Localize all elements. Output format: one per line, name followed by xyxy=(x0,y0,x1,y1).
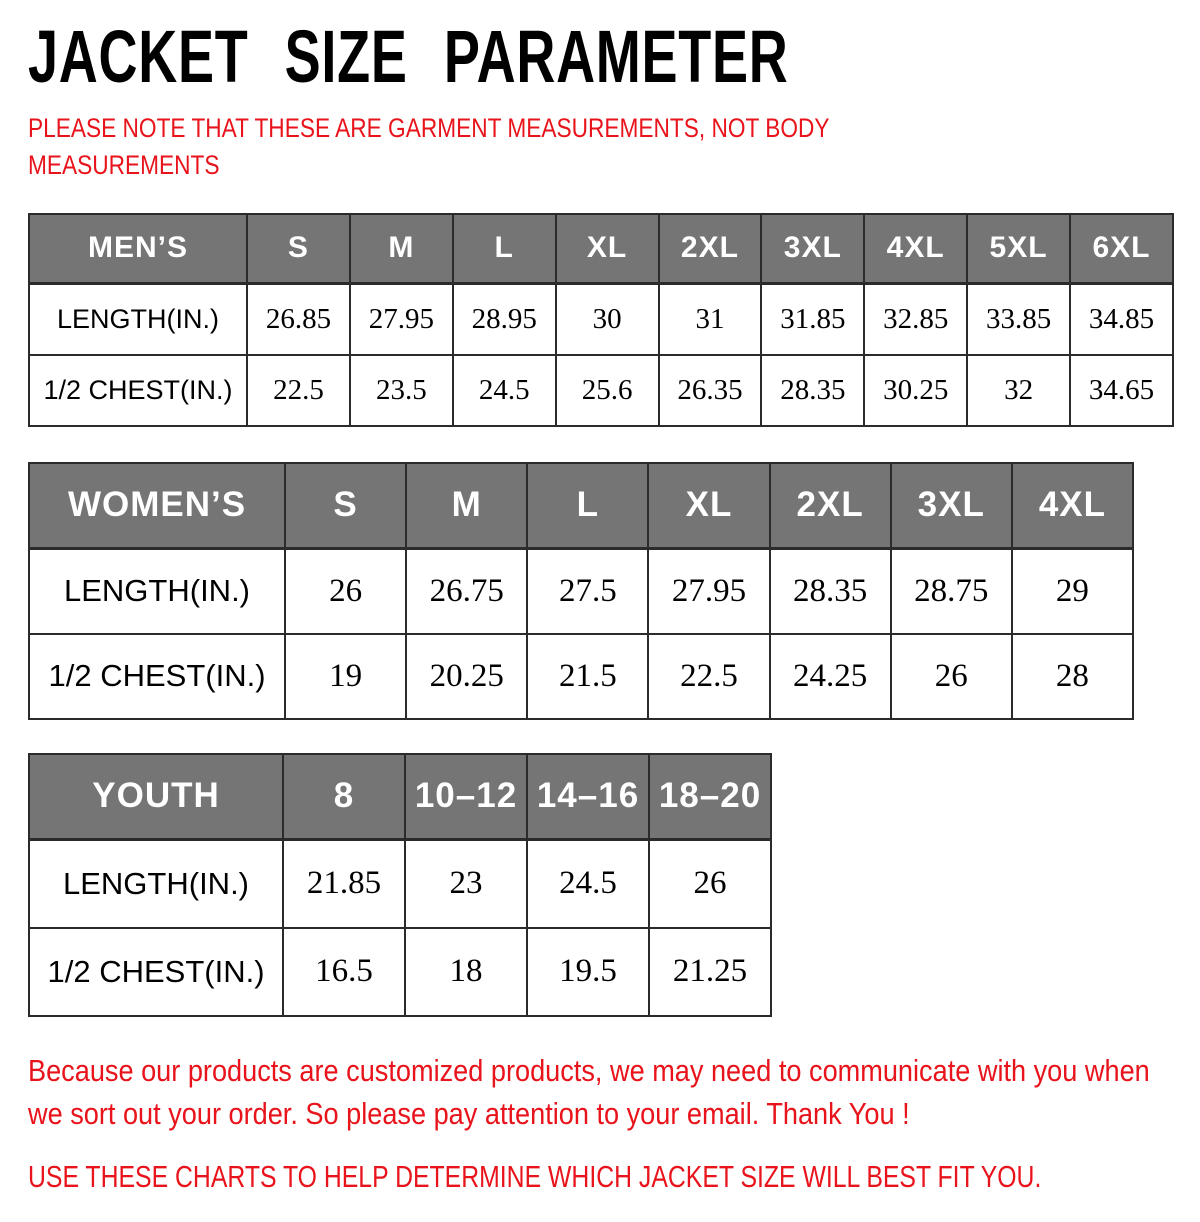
value-cell: 28.95 xyxy=(453,284,556,355)
value-cell: 16.5 xyxy=(283,928,405,1016)
value-cell: 28.75 xyxy=(891,549,1012,634)
value-cell: 21.5 xyxy=(527,634,648,719)
header-row xyxy=(29,463,1133,549)
value-cell: 34.65 xyxy=(1070,355,1173,426)
size-header-cell: L xyxy=(453,214,556,284)
size-header-cell: 2XL xyxy=(770,463,891,549)
page-title: JACKET SIZE PARAMETER xyxy=(28,15,789,98)
row-label-cell: LENGTH(IN.) xyxy=(29,284,247,355)
header-row xyxy=(29,754,771,840)
value-cell: 30.25 xyxy=(864,355,967,426)
value-cell: 27.95 xyxy=(350,284,453,355)
size-header-cell: 3XL xyxy=(891,463,1012,549)
value-cell: 29 xyxy=(1012,549,1133,634)
size-header-cell: 4XL xyxy=(1012,463,1133,549)
value-cell: 19.5 xyxy=(527,928,649,1016)
value-cell: 23 xyxy=(405,840,527,928)
size-header-cell: 14–16 xyxy=(527,754,649,840)
value-cell: 21.25 xyxy=(649,928,771,1016)
row-label-cell: LENGTH(IN.) xyxy=(29,840,283,928)
value-cell: 26.75 xyxy=(406,549,527,634)
value-cell: 24.25 xyxy=(770,634,891,719)
value-cell: 27.5 xyxy=(527,549,648,634)
size-chart-page xyxy=(28,15,1190,1195)
value-cell: 31 xyxy=(659,284,762,355)
size-header-cell: 5XL xyxy=(967,214,1070,284)
table-title-cell: MEN’S xyxy=(29,214,247,284)
table-row xyxy=(29,928,771,1016)
value-cell: 25.6 xyxy=(556,355,659,426)
mens-size-table xyxy=(28,213,1174,427)
table-row xyxy=(29,840,771,928)
value-cell: 32 xyxy=(967,355,1070,426)
size-header-cell: M xyxy=(350,214,453,284)
row-label-cell: 1/2 CHEST(IN.) xyxy=(29,634,285,719)
size-header-cell: S xyxy=(247,214,350,284)
size-header-cell: 10–12 xyxy=(405,754,527,840)
value-cell: 28 xyxy=(1012,634,1133,719)
table-row xyxy=(29,634,1133,719)
value-cell: 31.85 xyxy=(761,284,864,355)
header-row xyxy=(29,214,1173,284)
youth-size-table xyxy=(28,753,772,1017)
table-title-cell: WOMEN’S xyxy=(29,463,285,549)
value-cell: 34.85 xyxy=(1070,284,1173,355)
row-label-cell: 1/2 CHEST(IN.) xyxy=(29,355,247,426)
size-header-cell: 4XL xyxy=(864,214,967,284)
size-header-cell: M xyxy=(406,463,527,549)
value-cell: 18 xyxy=(405,928,527,1016)
value-cell: 32.85 xyxy=(864,284,967,355)
value-cell: 27.95 xyxy=(648,549,769,634)
value-cell: 22.5 xyxy=(648,634,769,719)
row-label-cell: LENGTH(IN.) xyxy=(29,549,285,634)
table-row xyxy=(29,549,1133,634)
value-cell: 26 xyxy=(649,840,771,928)
row-label-cell: 1/2 CHEST(IN.) xyxy=(29,928,283,1016)
table-title-cell: YOUTH xyxy=(29,754,283,840)
value-cell: 30 xyxy=(556,284,659,355)
size-header-cell: 8 xyxy=(283,754,405,840)
value-cell: 21.85 xyxy=(283,840,405,928)
table-row xyxy=(29,284,1173,355)
value-cell: 26.35 xyxy=(659,355,762,426)
value-cell: 20.25 xyxy=(406,634,527,719)
value-cell: 24.5 xyxy=(527,840,649,928)
value-cell: 24.5 xyxy=(453,355,556,426)
size-header-cell: 18–20 xyxy=(649,754,771,840)
value-cell: 26 xyxy=(891,634,1012,719)
footer-paragraph: Because our products are customized products, we may need to communicate with you when we sort out your order. So please pay attention to your email. Thank You ! xyxy=(28,1052,1150,1131)
value-cell: 26.85 xyxy=(247,284,350,355)
value-cell: 22.5 xyxy=(247,355,350,426)
table-row xyxy=(29,355,1173,426)
size-header-cell: XL xyxy=(556,214,659,284)
value-cell: 33.85 xyxy=(967,284,1070,355)
value-cell: 19 xyxy=(285,634,406,719)
footer-closing: USE THESE CHARTS TO HELP DETERMINE WHICH JACKET SIZE WILL BEST FIT YOU. xyxy=(28,1159,1042,1195)
value-cell: 23.5 xyxy=(350,355,453,426)
value-cell: 28.35 xyxy=(761,355,864,426)
womens-size-table xyxy=(28,462,1134,720)
size-header-cell: 2XL xyxy=(659,214,762,284)
size-header-cell: 6XL xyxy=(1070,214,1173,284)
size-header-cell: L xyxy=(527,463,648,549)
size-header-cell: XL xyxy=(648,463,769,549)
measurement-note: PLEASE NOTE THAT THESE ARE GARMENT MEASUREMENTS, NOT BODY MEASUREMENTS xyxy=(28,113,830,181)
value-cell: 28.35 xyxy=(770,549,891,634)
size-header-cell: 3XL xyxy=(761,214,864,284)
size-header-cell: S xyxy=(285,463,406,549)
value-cell: 26 xyxy=(285,549,406,634)
